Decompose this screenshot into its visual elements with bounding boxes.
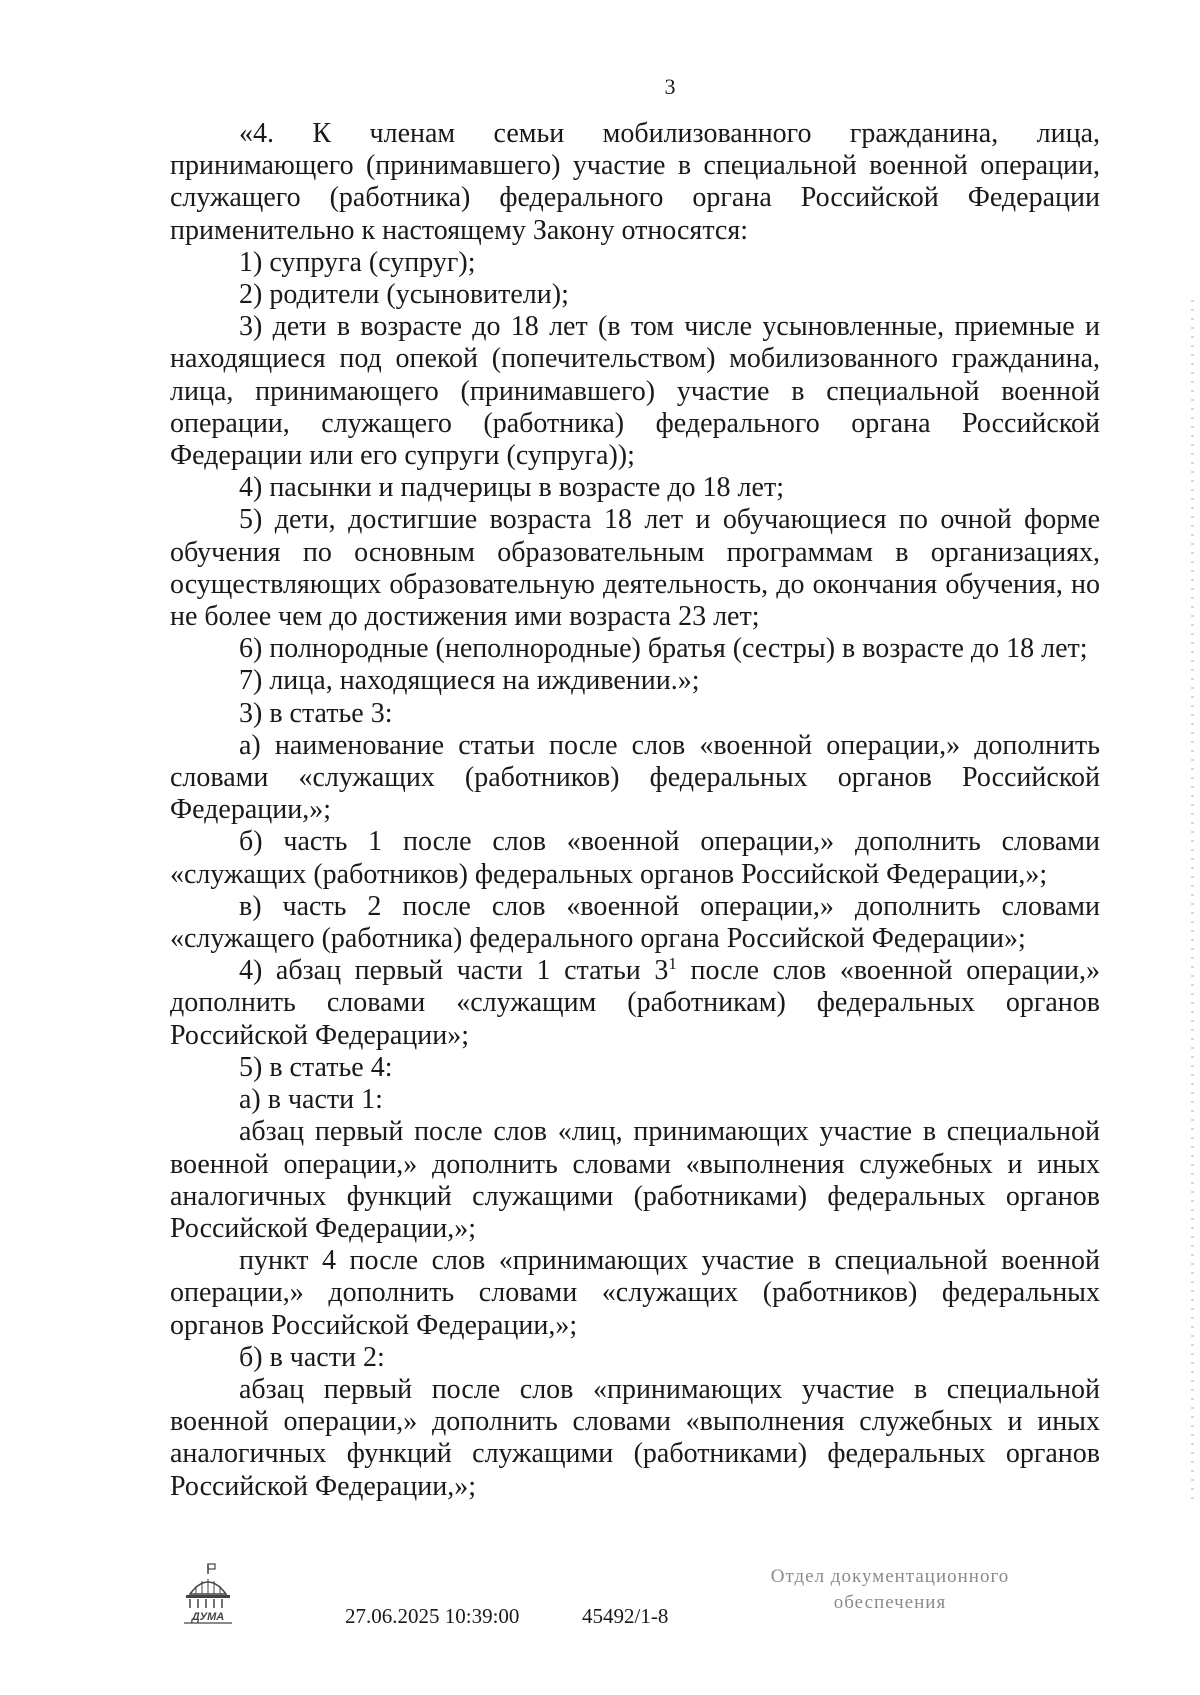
stamp-line-1: Отдел документационного [770, 1566, 1010, 1587]
amendment-article-4-part-1-para-1: абзац первый после слов «лиц, принимающих участие в специальной военной операции,» дополнить словами «выполнения служебных и иных аналогичных функций служащими (работниками) федеральных органов Российской Федерации,»; [170, 1116, 1100, 1244]
footer-doc-number: 45492/1-8 [582, 1604, 669, 1628]
amendment-article-3: 3) в статье 3: [239, 697, 393, 729]
list-item-spouse: 1) супруга (супруг); [239, 246, 476, 278]
scan-edge-marks [1191, 300, 1194, 1500]
list-item-students: 5) дети, достигшие возраста 18 лет и обучающиеся по очной форме обучения по основным образовательным программам в организациях, осуществляющих образовательную деятельность, до окончания обучения, но не более чем до достижения ими возраста 23 лет; [170, 504, 1100, 633]
list-item-dependents: 7) лица, находящиеся на иждивении.»; [239, 665, 700, 697]
amendment-article-4: 5) в статье 4: [239, 1051, 393, 1083]
amendment-article-3-1 [170, 955, 1100, 1052]
department-stamp [740, 1564, 1040, 1616]
list-item-children: 3) дети в возрасте до 18 лет (в том числе усыновленные, приемные и находящиеся под опекой (попечительством) мобилизованного гражданина, лица, принимающего (принимавшего) участие в специальной военной операции, служащего (работника) федерального органа Российской Федерации или его супруги (супруга)); [170, 311, 1100, 472]
page-number: 3 [664, 74, 676, 99]
amendment-article-3-part-2: в) часть 2 после слов «военной операции,» дополнить словами «служащего (работника) федерального органа Российской Федерации»; [170, 890, 1100, 955]
list-item-parents: 2) родители (усыновители); [239, 279, 569, 311]
page-footer [0, 1560, 1200, 1680]
list-item-siblings: 6) полнородные (неполнородные) братья (сестры) в возрасте до 18 лет; [239, 633, 1088, 665]
stamp-line-2: обеспечения [833, 1592, 947, 1613]
article-ref-after: после слов «военной операции,» дополнить словами «служащим (работникам) федеральных органов Российской Федерации»; [170, 955, 1100, 1051]
paragraph-family-members: «4. К членам семьи мобилизованного гражданина, лица, принимающего (принимавшего) участие в специальной военной операции, служащего (работника) федерального органа Российской Федерации применительно к настоящему Закону относятся: [170, 118, 1100, 246]
footer-timestamp: 27.06.2025 10:39:00 [345, 1604, 520, 1628]
duma-logo-text: ДУМА [191, 1611, 225, 1623]
amendment-article-3-part-1: б) часть 1 после слов «военной операции,» дополнить словами «служащих (работников) федеральных органов Российской Федерации,»; [170, 826, 1100, 890]
document-body [170, 118, 1100, 1503]
amendment-article-4-part-2: б) в части 2: [239, 1341, 385, 1373]
amendment-article-3-title: а) наименование статьи после слов «военной операции,» дополнить словами «служащих (работников) федеральных органов Российской Федерации,»; [170, 729, 1100, 826]
amendment-article-4-part-2-para-1: абзац первый после слов «принимающих участие в специальной военной операции,» дополнить словами «выполнения служебных и иных аналогичных функций служащими (работниками) федеральных органов Российской Федерации,»; [170, 1373, 1100, 1502]
amendment-article-4-part-1-item-4: пункт 4 после слов «принимающих участие в специальной военной операции,» дополнить словами «служащих (работников) федеральных органов Российской Федерации,»; [170, 1245, 1100, 1341]
list-item-stepchildren: 4) пасынки и падчерицы в возрасте до 18 лет; [239, 472, 784, 504]
article-ref-before: 4) абзац первый части 1 статьи 3 [239, 955, 669, 987]
article-ref-superscript: 1 [668, 954, 677, 974]
amendment-article-4-part-1: а) в части 1: [239, 1084, 383, 1116]
duma-logo-icon [180, 1562, 236, 1626]
